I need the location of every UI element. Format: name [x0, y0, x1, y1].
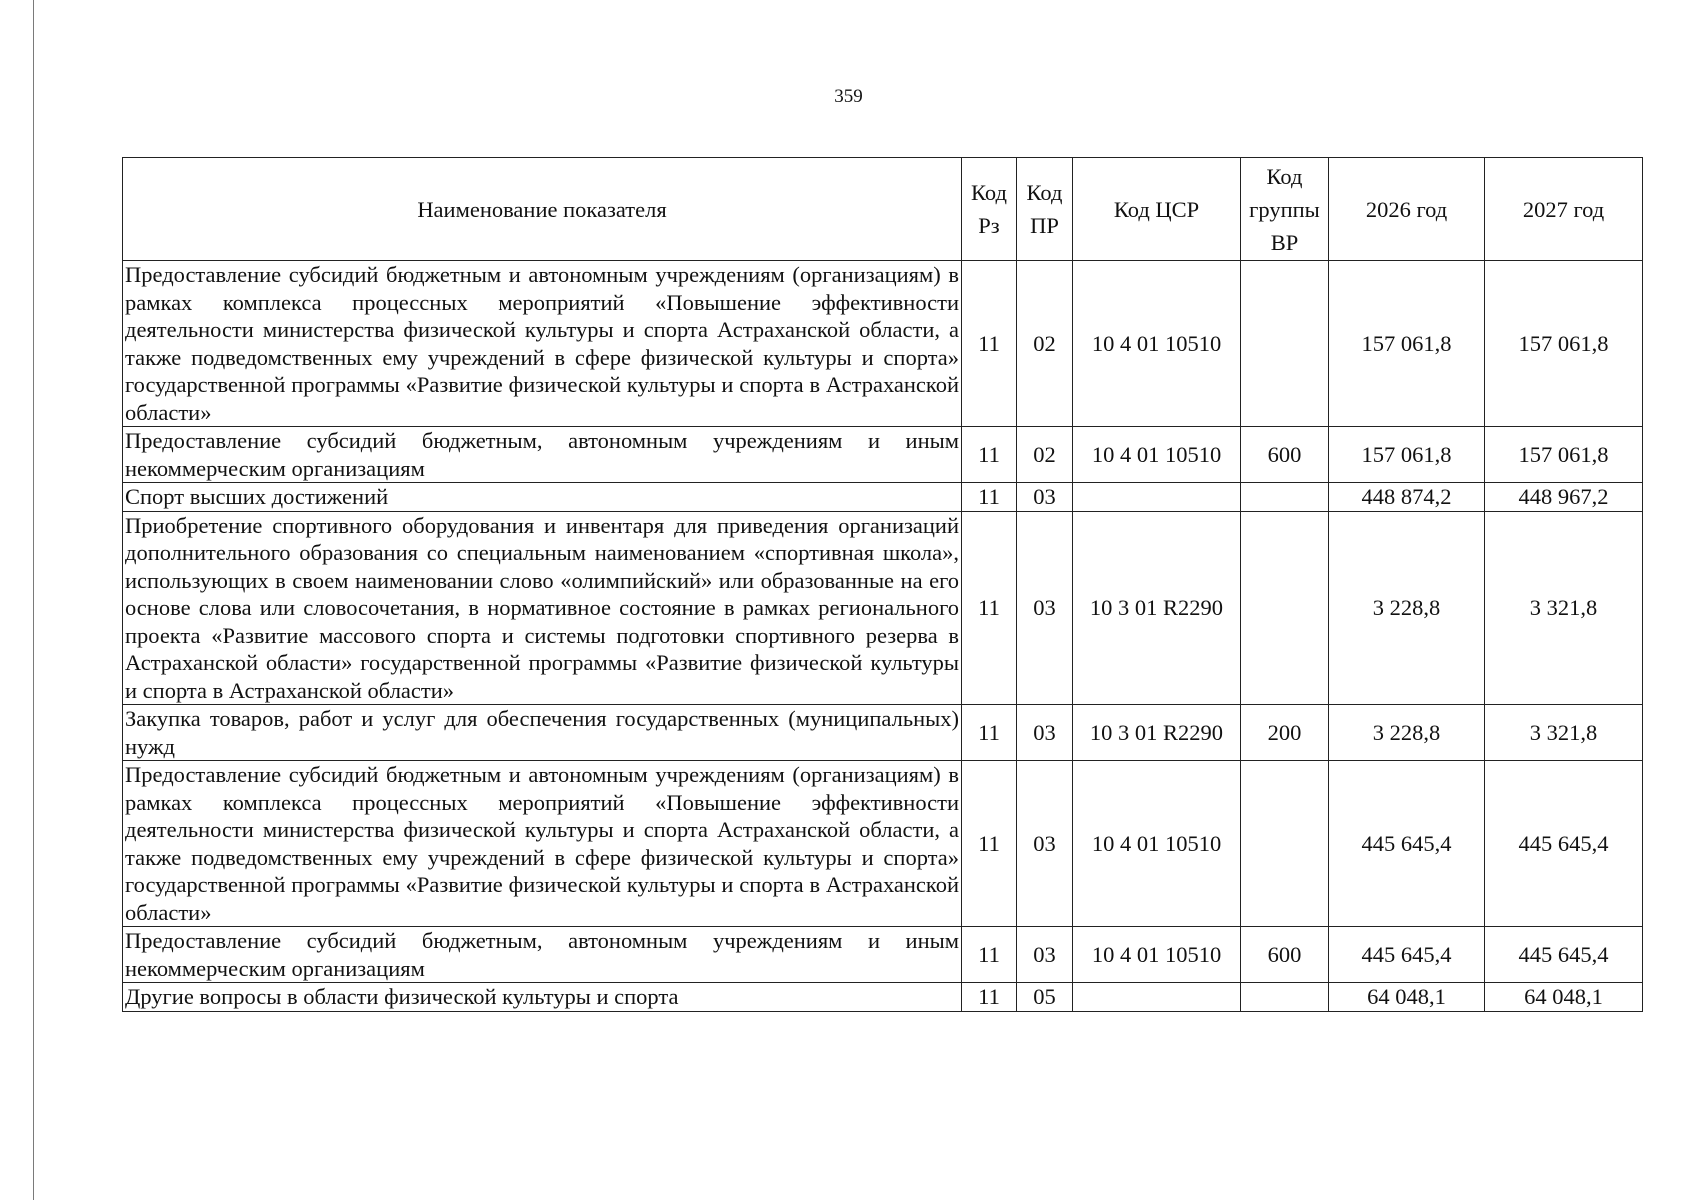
header-2027: 2027 год — [1485, 158, 1643, 261]
header-vr: Код группы ВР — [1241, 158, 1329, 261]
table-row — [123, 705, 1643, 761]
row-2027: 448 967,2 — [1485, 483, 1643, 512]
row-name: Спорт высших достижений — [123, 483, 962, 512]
row-vr — [1241, 761, 1329, 927]
row-pr: 02 — [1017, 427, 1073, 483]
row-pr: 05 — [1017, 983, 1073, 1012]
row-2027: 157 061,8 — [1485, 427, 1643, 483]
row-pr: 03 — [1017, 511, 1073, 705]
row-rz: 11 — [962, 511, 1017, 705]
header-pr: Код ПР — [1017, 158, 1073, 261]
row-name: Предоставление субсидий бюджетным, автономным учреждениям и иным некоммерческим организациям — [123, 427, 962, 483]
row-pr: 03 — [1017, 483, 1073, 512]
row-vr: 600 — [1241, 927, 1329, 983]
table-row — [123, 927, 1643, 983]
row-name: Закупка товаров, работ и услуг для обеспечения государственных (муниципальных) нужд — [123, 705, 962, 761]
row-rz: 11 — [962, 927, 1017, 983]
row-rz: 11 — [962, 983, 1017, 1012]
row-vr: 200 — [1241, 705, 1329, 761]
row-2027: 157 061,8 — [1485, 261, 1643, 427]
table-row — [123, 511, 1643, 705]
row-pr: 03 — [1017, 927, 1073, 983]
row-2027: 445 645,4 — [1485, 927, 1643, 983]
row-2026: 3 228,8 — [1329, 705, 1485, 761]
row-rz: 11 — [962, 483, 1017, 512]
row-csr: 10 4 01 10510 — [1073, 427, 1241, 483]
row-rz: 11 — [962, 261, 1017, 427]
row-2027: 445 645,4 — [1485, 761, 1643, 927]
row-2026: 157 061,8 — [1329, 261, 1485, 427]
row-2027: 64 048,1 — [1485, 983, 1643, 1012]
row-2026: 64 048,1 — [1329, 983, 1485, 1012]
header-rz: Код Рз — [962, 158, 1017, 261]
row-pr: 02 — [1017, 261, 1073, 427]
page-number: 359 — [834, 86, 863, 107]
row-name: Предоставление субсидий бюджетным и автономным учреждениям (организациям) в рамках комплекса процессных мероприятий «Повышение эффективности деятельности министерства физической культуры и спорта Астраханской области, а также подведомственных ему учреждений в сфере физической культуры и спорта» государственной программы «Развитие физической культуры и спорта в Астраханской области» — [123, 761, 962, 927]
row-2027: 3 321,8 — [1485, 705, 1643, 761]
table-row — [123, 483, 1643, 512]
row-name: Приобретение спортивного оборудования и инвентаря для приведения организаций дополнительного образования со специальным наименованием «спортивная школа», использующих в своем наименовании слово «олимпийский» или образованные на его основе слова или словосочетания, в нормативное состояние в рамках регионального проекта «Развитие массового спорта и системы подготовки спортивного резерва в Астраханской области» государственной программы «Развитие физической культуры и спорта в Астраханской области» — [123, 511, 962, 705]
row-csr: 10 4 01 10510 — [1073, 927, 1241, 983]
row-vr — [1241, 483, 1329, 512]
row-csr — [1073, 483, 1241, 512]
budget-table — [122, 157, 1643, 1012]
row-rz: 11 — [962, 705, 1017, 761]
row-2026: 3 228,8 — [1329, 511, 1485, 705]
row-name: Другие вопросы в области физической культуры и спорта — [123, 983, 962, 1012]
row-csr: 10 3 01 R2290 — [1073, 511, 1241, 705]
row-csr: 10 4 01 10510 — [1073, 261, 1241, 427]
row-name: Предоставление субсидий бюджетным и автономным учреждениям (организациям) в рамках комплекса процессных мероприятий «Повышение эффективности деятельности министерства физической культуры и спорта Астраханской области, а также подведомственных ему учреждений в сфере физической культуры и спорта» государственной программы «Развитие физической культуры и спорта в Астраханской области» — [123, 261, 962, 427]
row-2026: 445 645,4 — [1329, 761, 1485, 927]
table-row — [123, 261, 1643, 427]
row-csr — [1073, 983, 1241, 1012]
row-csr: 10 3 01 R2290 — [1073, 705, 1241, 761]
row-pr: 03 — [1017, 761, 1073, 927]
row-name: Предоставление субсидий бюджетным, автономным учреждениям и иным некоммерческим организациям — [123, 927, 962, 983]
row-rz: 11 — [962, 761, 1017, 927]
row-2026: 445 645,4 — [1329, 927, 1485, 983]
row-csr: 10 4 01 10510 — [1073, 761, 1241, 927]
table-header-row — [123, 158, 1643, 261]
row-2026: 157 061,8 — [1329, 427, 1485, 483]
row-vr — [1241, 261, 1329, 427]
row-vr — [1241, 511, 1329, 705]
row-vr: 600 — [1241, 427, 1329, 483]
row-2026: 448 874,2 — [1329, 483, 1485, 512]
row-rz: 11 — [962, 427, 1017, 483]
table-row — [123, 427, 1643, 483]
header-name: Наименование показателя — [123, 158, 962, 261]
table-row — [123, 983, 1643, 1012]
table-row — [123, 761, 1643, 927]
row-2027: 3 321,8 — [1485, 511, 1643, 705]
header-2026: 2026 год — [1329, 158, 1485, 261]
header-csr: Код ЦСР — [1073, 158, 1241, 261]
row-pr: 03 — [1017, 705, 1073, 761]
row-vr — [1241, 983, 1329, 1012]
binding-margin-line — [33, 0, 34, 1200]
